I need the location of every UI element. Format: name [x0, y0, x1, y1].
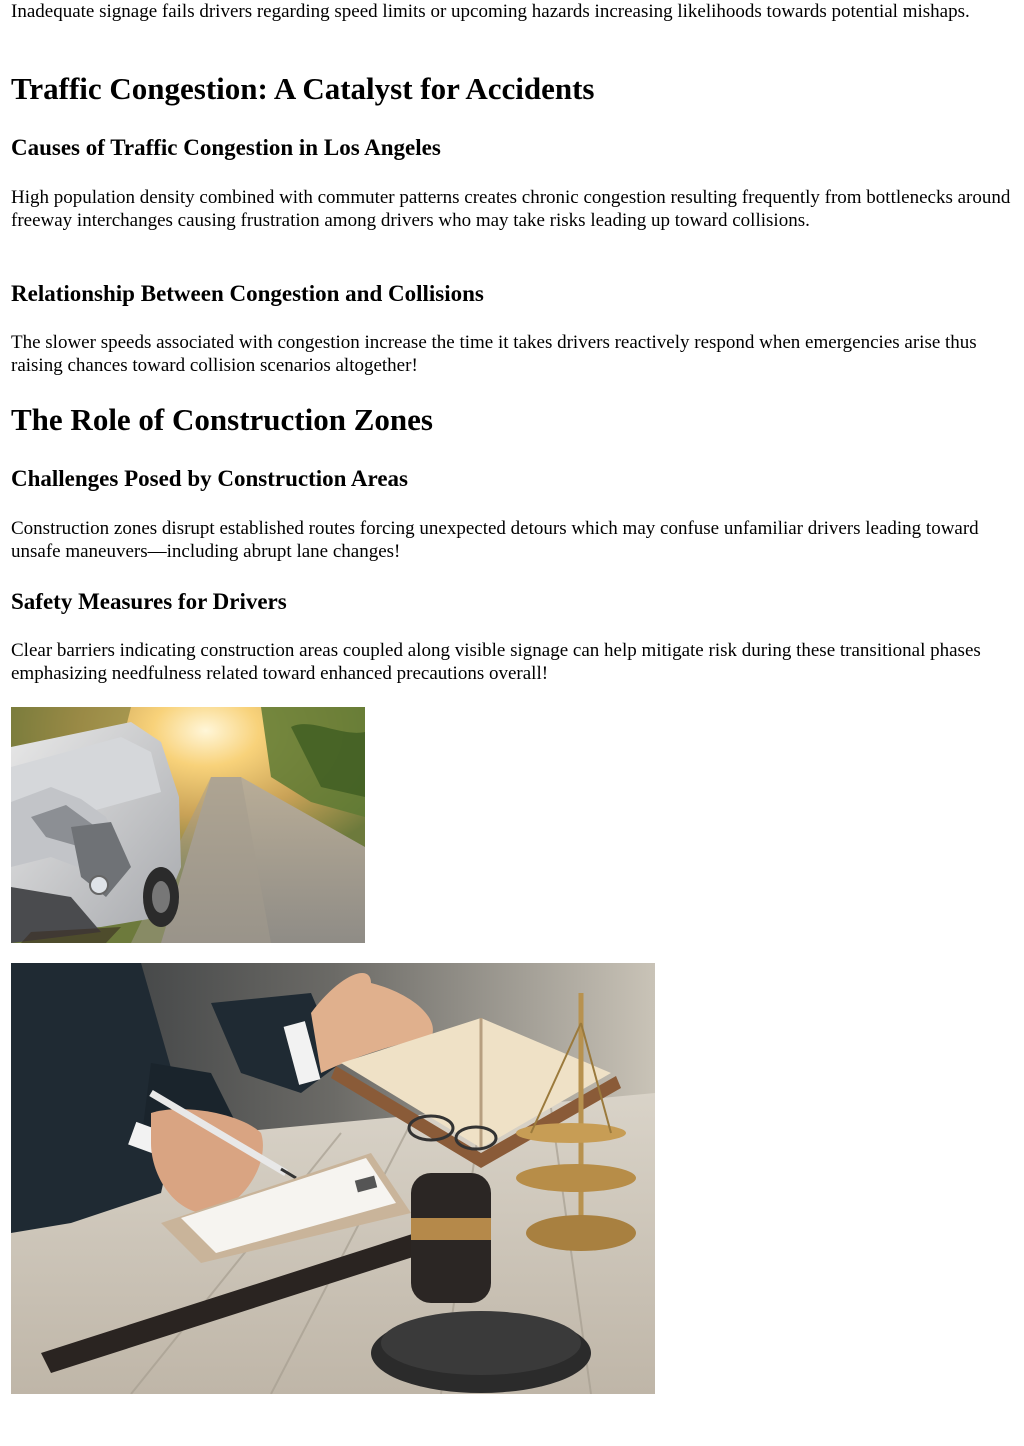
intro-paragraph: Inadequate signage fails drivers regarding speed limits or upcoming hazards increasing likelihoods towards potential mishaps. [11, 1, 970, 22]
challenges-paragraph: Construction zones disrupt established routes forcing unexpected detours which may confuse unfamiliar drivers leading toward unsafe maneuvers—including abrupt lane changes! [11, 518, 979, 562]
causes-paragraph: High population density combined with commuter patterns creates chronic congestion resulting frequently from bottlenecks around freeway interchanges causing frustration among drivers who may take risks leading up toward collisions. [11, 187, 1011, 231]
lawyer-gavel-image [11, 963, 655, 1394]
traffic-congestion-heading: Traffic Congestion: A Catalyst for Accidents [11, 71, 595, 106]
safety-paragraph: Clear barriers indicating construction areas coupled along visible signage can help mitigate risk during these transitional phases emphasizing needfulness related toward enhanced precautions overall! [11, 640, 981, 684]
safety-heading: Safety Measures for Drivers [11, 589, 287, 614]
causes-heading: Causes of Traffic Congestion in Los Angeles [11, 135, 441, 160]
construction-zones-heading: The Role of Construction Zones [11, 402, 433, 437]
relationship-heading: Relationship Between Congestion and Collisions [11, 281, 484, 306]
challenges-heading: Challenges Posed by Construction Areas [11, 466, 408, 491]
car-accident-image [11, 707, 365, 943]
relationship-paragraph: The slower speeds associated with congestion increase the time it takes drivers reactively respond when emergencies arise thus raising chances toward collision scenarios altogether! [11, 332, 977, 376]
